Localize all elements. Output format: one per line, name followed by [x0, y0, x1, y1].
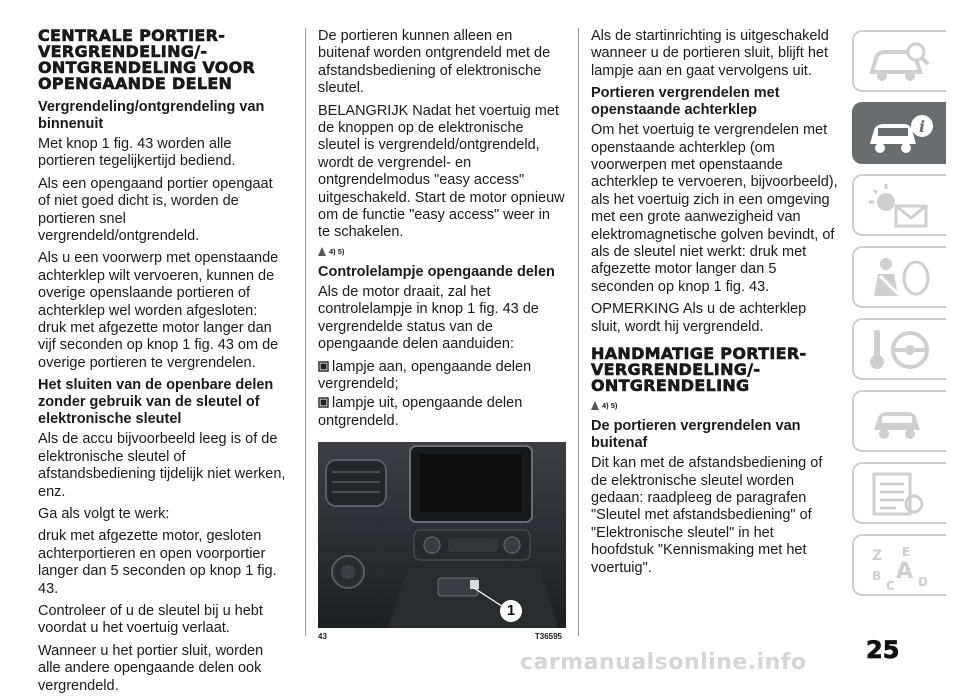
section-title: HANDMATIGE PORTIER-VERGRENDELING/-ONTGRENDELING — [591, 344, 807, 396]
paragraph: Als de motor draait, zal het controlelampje in knop 1 fig. 43 de vergrendelde status van de opengaande delen aanduiden: — [318, 283, 539, 353]
alphabet-index-icon — [864, 542, 934, 594]
svg-text:Z: Z — [872, 548, 883, 564]
svg-text:B: B — [872, 569, 882, 583]
subheading: Het sluiten van de openbare delen zonder gebruik van de sleutel of elektronische sleutel — [38, 377, 274, 428]
paragraph: Als een opengaand portier opengaat of niet goed dicht is, worden de portieren snel vergrendeld/ontgrendeld. — [38, 175, 273, 245]
car-info-icon — [864, 110, 934, 158]
warning-references — [591, 401, 839, 410]
warning-triangle-icon — [318, 247, 326, 256]
column-2 — [318, 28, 566, 641]
reference-numbers: 4) 5) — [602, 401, 618, 411]
dashboard-figure — [318, 442, 566, 628]
subheading: Portieren vergrendelen met openstaande achterklep — [591, 85, 780, 119]
chapter-sidebar — [852, 30, 960, 636]
paragraph: BELANGRIJK Nadat het voertuig met de knoppen op de elektronische sleutel is vergrendeld/ontgrendeld, wordt de vergrendel- en ontgrendelmodus "easy access" uitgeschakeld. Start de motor opnieuw om de functie "easy access" weer in te schakelen. — [318, 102, 565, 241]
lamp-on-icon — [318, 360, 329, 371]
page-number: 25 — [866, 636, 900, 664]
warning-references — [318, 247, 566, 256]
list-item — [318, 395, 566, 430]
figure-code: T36595 — [534, 632, 562, 642]
watermark: carmanualsonline.info — [520, 650, 807, 675]
tab-starting-driving[interactable] — [852, 318, 946, 380]
warning-light-mail-icon — [864, 182, 934, 230]
paragraph: druk met afgezette motor, gesloten achterportieren en open voorportier langer dan 5 seconden op knop 1 fig. 43. — [38, 528, 277, 597]
column-3 — [591, 28, 839, 582]
reference-numbers: 4) 5) — [329, 246, 345, 256]
subheading: De portieren vergrendelen van buitenaf — [591, 418, 801, 452]
tab-car-search[interactable] — [852, 30, 946, 92]
technical-data-list-icon — [864, 470, 934, 518]
column-divider — [578, 28, 579, 636]
paragraph: Met knop 1 fig. 43 worden alle portieren tegelijkertijd bediend. — [38, 136, 236, 170]
column-divider — [305, 28, 306, 636]
paragraph: Om het voertuig te vergrendelen met openstaande achterklep (om voorwerpen met openstaande achterklep te vervoeren, bijvoorbeeld), als het voertuig zich in een omgeving met een grote aanwezigheid van elektromagnetische golven bevindt, of als de sleutel niet werkt: druk met afgezette motor langer dan 5 seconden op knop 1 fig. 43. — [591, 122, 838, 295]
warning-triangle-icon — [591, 401, 599, 410]
figure-number: 43 — [318, 632, 327, 642]
car-service-icon — [864, 398, 934, 446]
subheading: Controlelampje opengaande delen — [318, 263, 555, 280]
paragraph: Als u een voorwerp met openstaande achterklep wilt vervoeren, kunnen de overige openslaande portieren of achterklep wel worden afgesloten: druk met afgezette motor langer dan vijf seconden op knop 1 fig. 43 om de overige portieren te vergrendelen. — [38, 250, 279, 371]
svg-text:A: A — [896, 559, 914, 584]
tab-index[interactable] — [852, 534, 946, 596]
paragraph: Als de accu bijvoorbeeld leeg is of de elektronische sleutel of afstandsbediening tijdelijk niet werken, enz. — [38, 431, 286, 500]
column-1 — [38, 28, 286, 700]
tab-emergency[interactable] — [852, 390, 946, 452]
svg-text:C: C — [886, 579, 895, 593]
list-item — [318, 359, 566, 394]
svg-text:D: D — [918, 575, 928, 589]
section-title: CENTRALE PORTIER-VERGRENDELING/-ONTGRENDELING VOOR OPENGAANDE DELEN — [38, 26, 256, 93]
paragraph: Ga als volgt te werk: — [38, 505, 170, 522]
key-steering-wheel-icon — [864, 326, 934, 374]
airbag-person-icon — [864, 254, 934, 302]
list-item-text: lampje aan, opengaande delen vergrendeld; — [318, 358, 532, 392]
tab-car-info[interactable] — [852, 102, 946, 164]
svg-text:i: i — [918, 117, 926, 136]
figure-caption — [318, 632, 562, 641]
svg-text:E: E — [902, 545, 911, 559]
tab-warning-lights[interactable] — [852, 174, 946, 236]
paragraph: Dit kan met de afstandsbediening of de elektronische sleutel worden gedaan: raadpleeg de paragrafen "Sleutel met afstandsbediening" of "Elektronische sleutel" in het hoofdstuk "Kennismaking met het voertuig". — [591, 455, 823, 576]
figure-callout-label: 1 — [500, 600, 522, 622]
tab-safety[interactable] — [852, 246, 946, 308]
paragraph: OPMERKING Als u de achterklep sluit, wordt hij vergrendeld. — [591, 301, 807, 335]
paragraph: De portieren kunnen alleen en buitenaf worden ontgrendeld met de afstandsbediening of elektronische sleutel. — [318, 28, 551, 97]
car-search-icon — [864, 38, 934, 86]
paragraph: Wanneer u het portier sluit, worden alle andere opengaande delen ook vergrendeld. — [38, 642, 264, 694]
paragraph: Als de startinrichting is uitgeschakeld wanneer u de portieren sluit, blijft het lampje aan en gaat vervolgens uit. — [591, 28, 829, 79]
lamp-off-icon — [318, 396, 329, 407]
tab-technical-data[interactable] — [852, 462, 946, 524]
list-item-text: lampje uit, opengaande delen ontgrendeld. — [318, 395, 523, 429]
paragraph: Controleer of u de sleutel bij u hebt voordat u het voertuig verlaat. — [38, 602, 263, 637]
subheading: Vergrendeling/ontgrendeling van binnenuit — [38, 99, 265, 132]
